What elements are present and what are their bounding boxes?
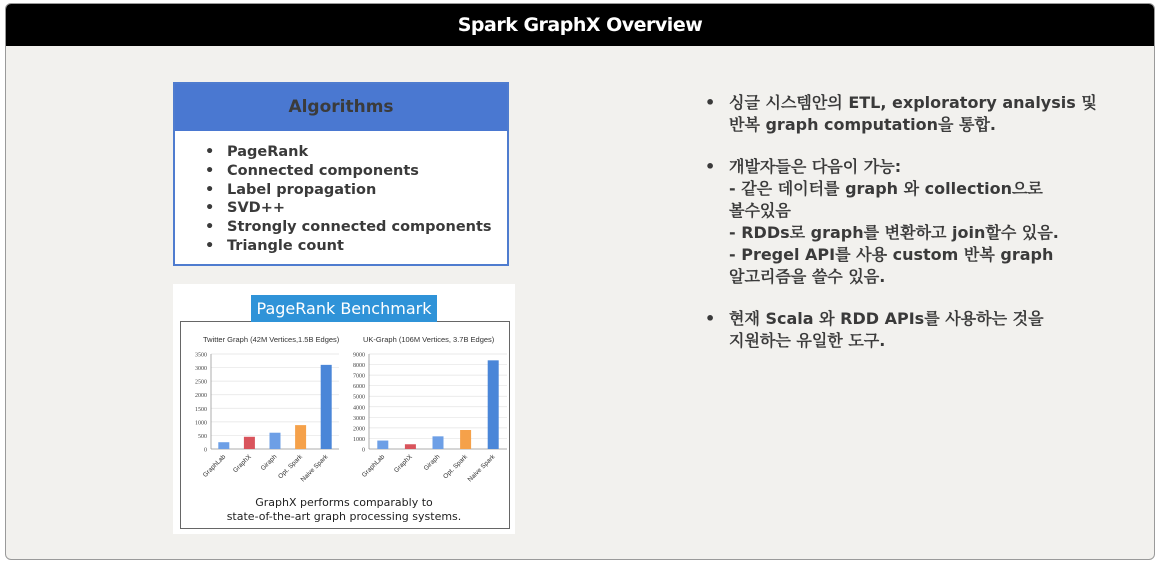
- y-tick-label: 1000: [353, 436, 365, 443]
- bullet-line: 볼수있음: [729, 201, 791, 220]
- bullet-line: 반복 graph computation을 통합.: [729, 115, 997, 134]
- algorithms-header: Algorithms: [175, 84, 507, 131]
- y-tick-label: 0: [204, 447, 207, 454]
- algorithm-item: • Triangle count: [205, 237, 507, 256]
- bar: [295, 425, 306, 449]
- bullet-line: - Pregel API를 사용 custom 반복 graph: [729, 245, 1054, 264]
- x-tick-label: Giraph: [422, 453, 442, 473]
- bar: [377, 441, 388, 449]
- x-tick-label: GraphLab: [201, 453, 228, 479]
- chart-title: Twitter Graph (42M Vertices,1.5B Edges): [203, 335, 340, 344]
- x-tick-label: GraphX: [393, 453, 414, 475]
- x-tick-label: Naive Spark: [299, 453, 330, 484]
- y-tick-label: 0: [362, 447, 365, 454]
- algorithm-item: • Strongly connected components: [205, 218, 507, 237]
- y-tick-label: 500: [198, 433, 207, 440]
- bar: [488, 360, 499, 449]
- y-tick-label: 1500: [195, 406, 207, 413]
- bar: [321, 365, 332, 449]
- y-tick-label: 2000: [195, 393, 207, 400]
- y-tick-label: 5000: [353, 394, 365, 401]
- y-tick-label: 6000: [353, 384, 365, 391]
- bullet-line: - 같은 데이터를 graph 와 collection으로: [729, 179, 1043, 198]
- bar: [460, 430, 471, 449]
- bar: [433, 436, 444, 449]
- y-tick-label: 7000: [353, 373, 365, 380]
- y-tick-label: 8000: [353, 363, 365, 370]
- x-tick-label: Naive Spark: [466, 453, 497, 484]
- pagerank-benchmark-figure: [173, 284, 515, 534]
- algorithm-item: • PageRank: [205, 143, 507, 162]
- benchmark-caption-line1: GraphX performs comparably to: [255, 496, 433, 509]
- y-tick-label: 4000: [353, 405, 365, 412]
- bullet-item: [701, 308, 1141, 352]
- bar: [244, 437, 255, 449]
- y-tick-label: 3000: [353, 415, 365, 422]
- bullet-line: • 현재 Scala 와 RDD APIs를 사용하는 것을: [729, 309, 1044, 328]
- chart-title: UK-Graph (106M Vertices, 3.7B Edges): [363, 335, 495, 344]
- benchmark-title: PageRank Benchmark: [251, 295, 437, 322]
- bar: [405, 444, 416, 449]
- y-tick-label: 9000: [353, 352, 365, 359]
- y-tick-label: 3000: [195, 366, 207, 373]
- slide-title: Spark GraphX Overview: [6, 4, 1154, 46]
- bullet-line: • 싱글 시스템안의 ETL, exploratory analysis 및: [729, 93, 1097, 112]
- y-tick-label: 2500: [195, 379, 207, 386]
- y-tick-label: 3500: [195, 352, 207, 359]
- benchmark-caption-line2: state-of-the-art graph processing systems.: [226, 510, 462, 523]
- x-tick-label: GraphX: [232, 453, 253, 475]
- bullet-list: [701, 92, 1141, 372]
- bullet-line: • 개발자들은 다음이 가능:: [729, 157, 902, 176]
- x-tick-label: Opt. Spark: [277, 453, 305, 481]
- bullet-item: [701, 156, 1141, 288]
- x-tick-label: Giraph: [259, 453, 279, 473]
- bullet-line: 지원하는 유일한 도구.: [729, 331, 886, 350]
- x-tick-label: GraphLab: [360, 453, 387, 479]
- bar: [270, 433, 281, 449]
- algorithm-item: • Connected components: [205, 162, 507, 181]
- bullet-line: - RDDs로 graph를 변환하고 join할수 있음.: [729, 223, 1059, 242]
- x-tick-label: Opt. Spark: [442, 453, 470, 481]
- bullet-item: [701, 92, 1141, 136]
- bullet-line: 알고리즘을 쓸수 있음.: [729, 267, 886, 286]
- algorithm-item: • Label propagation: [205, 181, 507, 200]
- y-tick-label: 1000: [195, 420, 207, 427]
- algorithms-list: [175, 131, 507, 256]
- algorithms-box: [173, 82, 509, 266]
- slide: [5, 3, 1155, 560]
- y-tick-label: 2000: [353, 426, 365, 433]
- bar: [218, 442, 229, 449]
- algorithm-item: • SVD++: [205, 199, 507, 218]
